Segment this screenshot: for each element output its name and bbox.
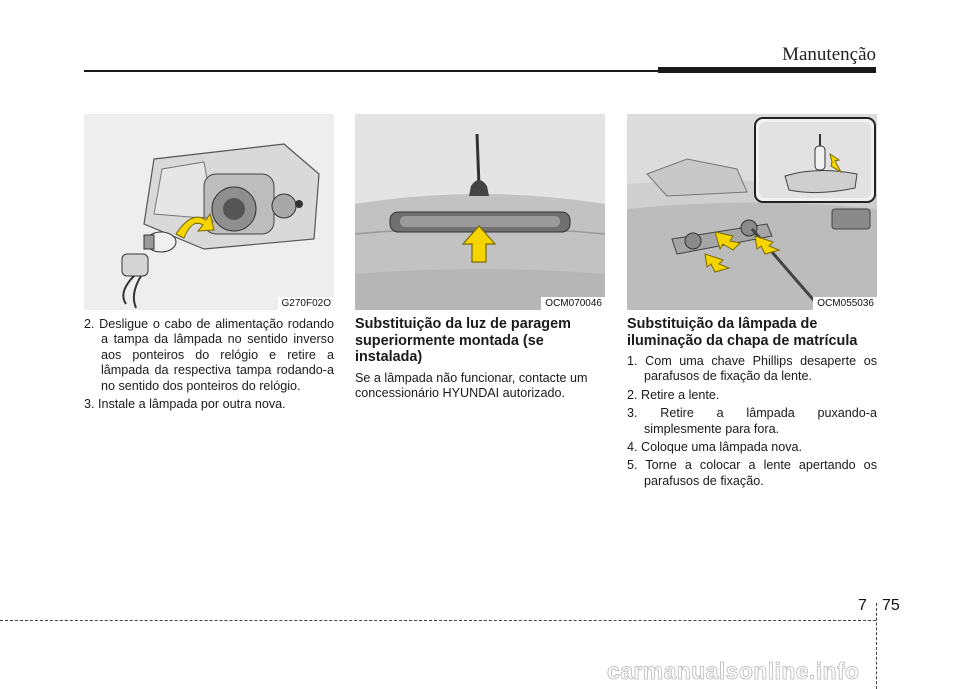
body-paragraph: Se a lâmpada não funcionar, contacte um concessionário HYUNDAI autorizado. (355, 370, 588, 400)
stop-lamp-illustration (355, 114, 605, 310)
figure-code: OCM055036 (813, 297, 877, 310)
footer-rule (0, 620, 876, 621)
step-item: 2. Desligue o cabo de alimentação rodando a tampa da lâmpada no sentido inverso aos ponteiros do relógio e retire a lâmpada da respectiva tampa rodando-a no sentido dos ponteiros do relógio. (84, 317, 334, 393)
license-lamp-illustration (627, 114, 877, 310)
tail-lamp-illustration (84, 114, 334, 310)
column-2 (355, 316, 605, 401)
section-heading: Substituição da lâmpada de iluminação da chapa de matrícula (627, 316, 858, 349)
watermark: carmanualsonline.info (607, 658, 860, 684)
figure-code: G270F02O (278, 297, 334, 310)
step-item: 4. Coloque uma lâmpada nova. (627, 440, 803, 455)
header-rule-accent (658, 67, 876, 73)
step-item: 2. Retire a lente. (627, 387, 720, 402)
step-item: 5. Torne a colocar a lente apertando os parafusos de fixação. (627, 458, 877, 488)
column-1 (84, 317, 334, 415)
chapter-number: 7 (858, 597, 867, 614)
step-item: 3. Retire a lâmpada puxando-a simplesmente para fora. (627, 406, 877, 436)
figure-license-plate-lamp (627, 114, 877, 310)
figure-code: OCM070046 (541, 297, 605, 310)
page-number: 75 (882, 597, 900, 614)
step-item: 1. Com uma chave Phillips desaperte os parafusos de fixação da lente. (627, 354, 877, 384)
step-item: 3. Instale a lâmpada por outra nova. (84, 397, 286, 412)
figure-tail-lamp (84, 114, 334, 310)
footer-divider (876, 603, 877, 689)
page-header-title: Manutenção (782, 44, 876, 65)
column-3 (627, 316, 877, 492)
section-heading: Substituição da luz de paragem superiormente montada (se instalada) (355, 316, 571, 365)
figure-high-mounted-stop-lamp (355, 114, 605, 310)
